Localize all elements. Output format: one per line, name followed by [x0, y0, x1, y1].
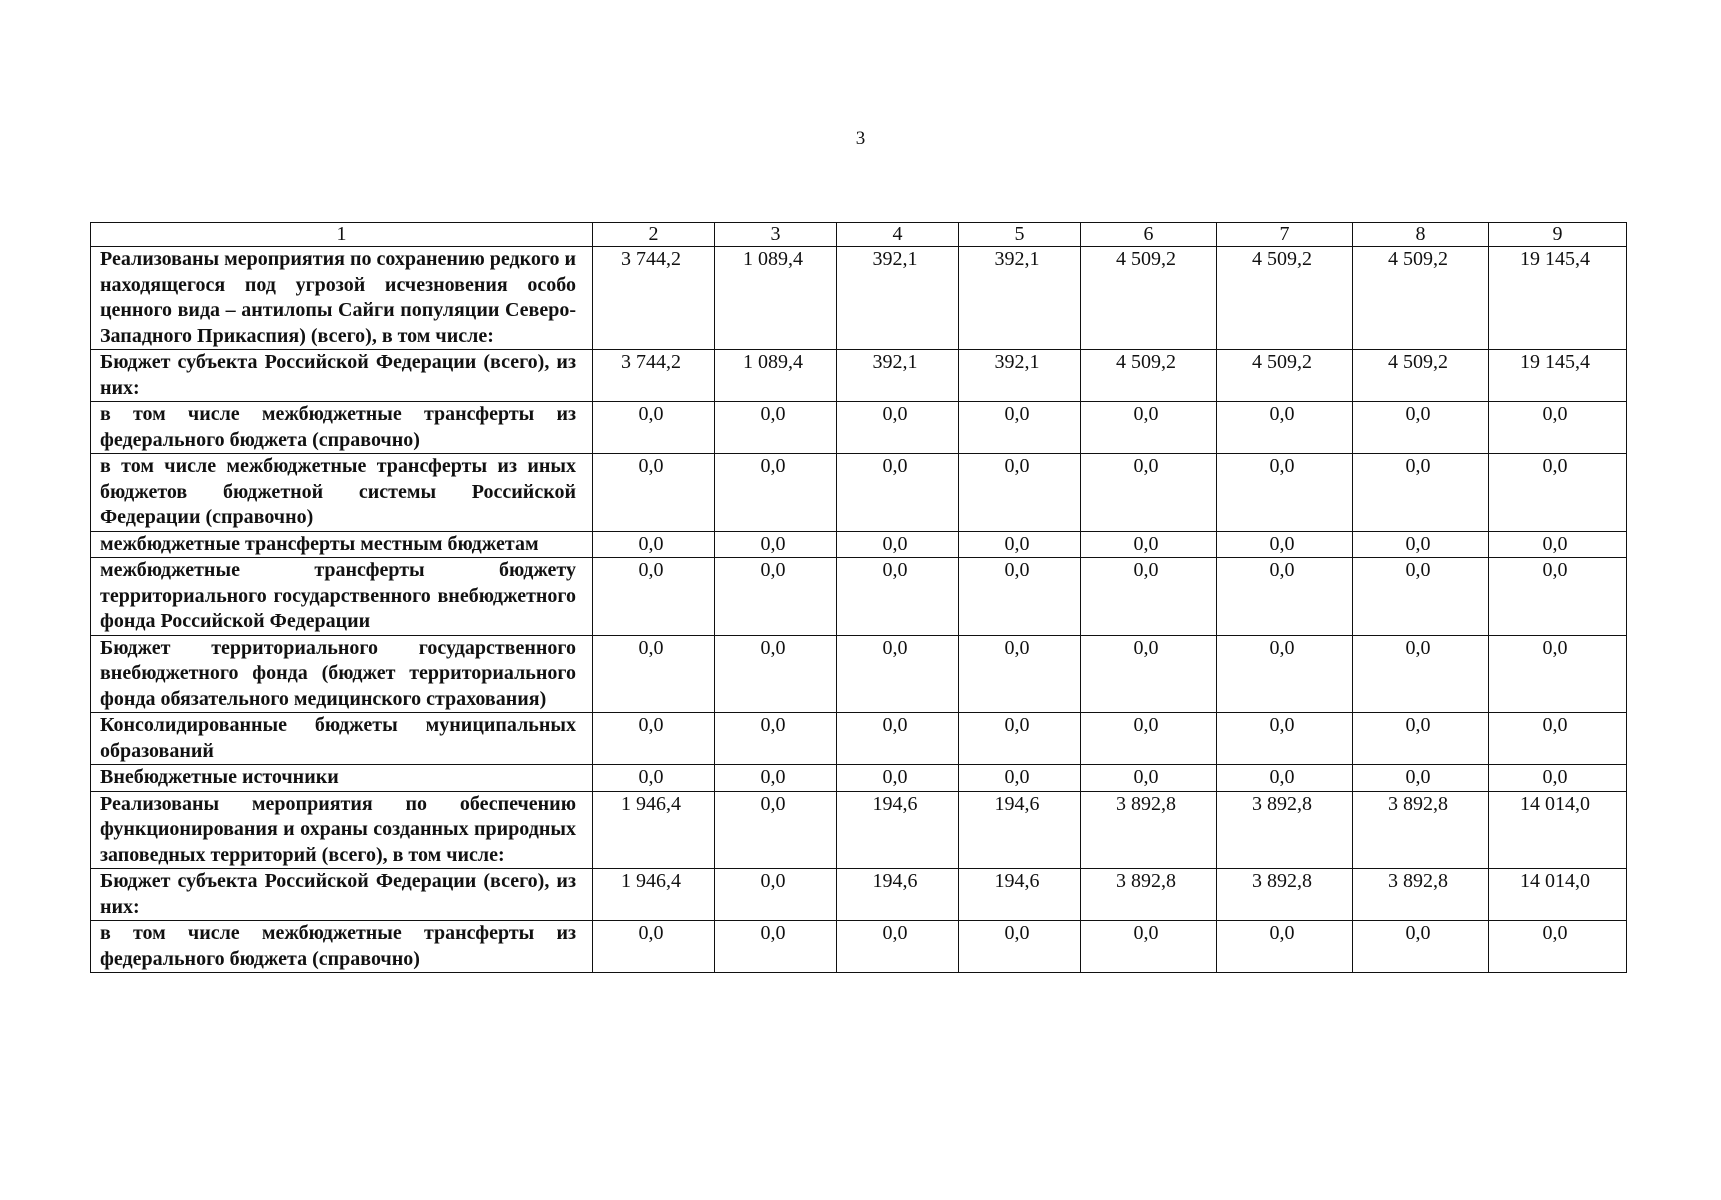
column-header-6: 6 — [1081, 223, 1217, 247]
column-header-8: 8 — [1353, 223, 1489, 247]
table-body — [91, 247, 1627, 973]
row-label: Внебюджетные источники — [91, 765, 593, 792]
table-row — [91, 247, 1627, 350]
value-cell: 0,0 — [959, 558, 1081, 636]
value-cell: 0,0 — [1353, 558, 1489, 636]
value-cell: 0,0 — [715, 635, 837, 713]
value-cell: 0,0 — [1081, 765, 1217, 792]
value-cell: 1 946,4 — [593, 791, 715, 869]
value-cell: 0,0 — [593, 558, 715, 636]
value-cell: 0,0 — [837, 454, 959, 532]
value-cell: 3 892,8 — [1353, 869, 1489, 921]
value-cell: 4 509,2 — [1353, 350, 1489, 402]
table-row — [91, 791, 1627, 869]
value-cell: 4 509,2 — [1217, 350, 1353, 402]
table-row — [91, 869, 1627, 921]
row-label: Бюджет субъекта Российской Федерации (всего), из них: — [91, 869, 593, 921]
value-cell: 0,0 — [1217, 454, 1353, 532]
value-cell: 0,0 — [959, 921, 1081, 973]
value-cell: 0,0 — [837, 635, 959, 713]
value-cell: 3 744,2 — [593, 247, 715, 350]
value-cell: 0,0 — [959, 531, 1081, 558]
value-cell: 0,0 — [1489, 713, 1627, 765]
value-cell: 3 892,8 — [1081, 869, 1217, 921]
value-cell: 194,6 — [837, 791, 959, 869]
value-cell: 0,0 — [1081, 402, 1217, 454]
value-cell: 392,1 — [837, 247, 959, 350]
value-cell: 0,0 — [1081, 531, 1217, 558]
value-cell: 0,0 — [1353, 635, 1489, 713]
value-cell: 0,0 — [1353, 921, 1489, 973]
value-cell: 0,0 — [715, 531, 837, 558]
column-header-4: 4 — [837, 223, 959, 247]
value-cell: 14 014,0 — [1489, 869, 1627, 921]
row-label: в том числе межбюджетные трансферты из федерального бюджета (справочно) — [91, 921, 593, 973]
value-cell: 0,0 — [593, 402, 715, 454]
value-cell: 0,0 — [959, 765, 1081, 792]
column-header-1: 1 — [91, 223, 593, 247]
value-cell: 0,0 — [1353, 531, 1489, 558]
value-cell: 0,0 — [1489, 454, 1627, 532]
value-cell: 1 089,4 — [715, 247, 837, 350]
value-cell: 0,0 — [593, 713, 715, 765]
value-cell: 0,0 — [1081, 558, 1217, 636]
value-cell: 0,0 — [1217, 402, 1353, 454]
value-cell: 0,0 — [715, 558, 837, 636]
value-cell: 0,0 — [1353, 713, 1489, 765]
value-cell: 3 892,8 — [1081, 791, 1217, 869]
table-row — [91, 921, 1627, 973]
value-cell: 0,0 — [959, 454, 1081, 532]
value-cell: 4 509,2 — [1081, 247, 1217, 350]
value-cell: 0,0 — [837, 713, 959, 765]
value-cell: 0,0 — [837, 531, 959, 558]
value-cell: 392,1 — [959, 247, 1081, 350]
column-header-7: 7 — [1217, 223, 1353, 247]
value-cell: 194,6 — [837, 869, 959, 921]
table-row — [91, 402, 1627, 454]
row-label: Бюджет территориального государственного внебюджетного фонда (бюджет территориального фонда обязательного медицинского страхования) — [91, 635, 593, 713]
value-cell: 3 892,8 — [1353, 791, 1489, 869]
value-cell: 0,0 — [959, 635, 1081, 713]
value-cell: 0,0 — [1081, 921, 1217, 973]
value-cell: 0,0 — [959, 713, 1081, 765]
page-number: 3 — [855, 128, 866, 149]
value-cell: 0,0 — [715, 869, 837, 921]
value-cell: 0,0 — [593, 921, 715, 973]
value-cell: 1 946,4 — [593, 869, 715, 921]
table-row — [91, 635, 1627, 713]
value-cell: 0,0 — [593, 454, 715, 532]
value-cell: 0,0 — [1217, 921, 1353, 973]
value-cell: 0,0 — [959, 402, 1081, 454]
value-cell: 392,1 — [837, 350, 959, 402]
value-cell: 0,0 — [1489, 558, 1627, 636]
value-cell: 0,0 — [1081, 713, 1217, 765]
value-cell: 0,0 — [1353, 402, 1489, 454]
value-cell: 0,0 — [715, 921, 837, 973]
value-cell: 19 145,4 — [1489, 350, 1627, 402]
value-cell: 0,0 — [1217, 635, 1353, 713]
row-label: межбюджетные трансферты бюджету территориального государственного внебюджетного фонда Российской Федерации — [91, 558, 593, 636]
value-cell: 0,0 — [593, 635, 715, 713]
value-cell: 4 509,2 — [1353, 247, 1489, 350]
value-cell: 0,0 — [1489, 921, 1627, 973]
value-cell: 392,1 — [959, 350, 1081, 402]
value-cell: 0,0 — [1489, 402, 1627, 454]
column-header-9: 9 — [1489, 223, 1627, 247]
table-row — [91, 765, 1627, 792]
value-cell: 0,0 — [715, 402, 837, 454]
value-cell: 0,0 — [1217, 713, 1353, 765]
column-header-2: 2 — [593, 223, 715, 247]
table-row — [91, 454, 1627, 532]
value-cell: 0,0 — [1353, 454, 1489, 532]
row-label: в том числе межбюджетные трансферты из федерального бюджета (справочно) — [91, 402, 593, 454]
value-cell: 0,0 — [837, 558, 959, 636]
table-row — [91, 558, 1627, 636]
value-cell: 0,0 — [715, 765, 837, 792]
value-cell: 0,0 — [1217, 765, 1353, 792]
value-cell: 14 014,0 — [1489, 791, 1627, 869]
table-row — [91, 350, 1627, 402]
value-cell: 0,0 — [715, 791, 837, 869]
row-label: Консолидированные бюджеты муниципальных образований — [91, 713, 593, 765]
table-header — [91, 223, 1627, 247]
value-cell: 0,0 — [837, 402, 959, 454]
row-label: Реализованы мероприятия по обеспечению функционирования и охраны созданных природных заповедных территорий (всего), в том числе: — [91, 791, 593, 869]
value-cell: 0,0 — [715, 454, 837, 532]
value-cell: 0,0 — [837, 921, 959, 973]
value-cell: 0,0 — [1489, 531, 1627, 558]
value-cell: 19 145,4 — [1489, 247, 1627, 350]
value-cell: 0,0 — [1081, 635, 1217, 713]
value-cell: 0,0 — [593, 531, 715, 558]
budget-table — [90, 222, 1627, 973]
value-cell: 3 744,2 — [593, 350, 715, 402]
value-cell: 0,0 — [1489, 765, 1627, 792]
value-cell: 3 892,8 — [1217, 791, 1353, 869]
value-cell: 0,0 — [1217, 531, 1353, 558]
row-label: Реализованы мероприятия по сохранению редкого и находящегося под угрозой исчезновения особо ценного вида – антилопы Сайги популяции Северо-Западного Прикаспия) (всего), в том числе: — [91, 247, 593, 350]
value-cell: 0,0 — [715, 713, 837, 765]
value-cell: 194,6 — [959, 791, 1081, 869]
value-cell: 0,0 — [1353, 765, 1489, 792]
header-row — [91, 223, 1627, 247]
value-cell: 3 892,8 — [1217, 869, 1353, 921]
row-label: Бюджет субъекта Российской Федерации (всего), из них: — [91, 350, 593, 402]
value-cell: 0,0 — [593, 765, 715, 792]
value-cell: 0,0 — [1081, 454, 1217, 532]
value-cell: 4 509,2 — [1081, 350, 1217, 402]
row-label: межбюджетные трансферты местным бюджетам — [91, 531, 593, 558]
value-cell: 194,6 — [959, 869, 1081, 921]
table-row — [91, 713, 1627, 765]
column-header-3: 3 — [715, 223, 837, 247]
value-cell: 0,0 — [837, 765, 959, 792]
value-cell: 0,0 — [1217, 558, 1353, 636]
value-cell: 4 509,2 — [1217, 247, 1353, 350]
table-row — [91, 531, 1627, 558]
row-label: в том числе межбюджетные трансферты из иных бюджетов бюджетной системы Российской Федерации (справочно) — [91, 454, 593, 532]
column-header-5: 5 — [959, 223, 1081, 247]
value-cell: 0,0 — [1489, 635, 1627, 713]
value-cell: 1 089,4 — [715, 350, 837, 402]
